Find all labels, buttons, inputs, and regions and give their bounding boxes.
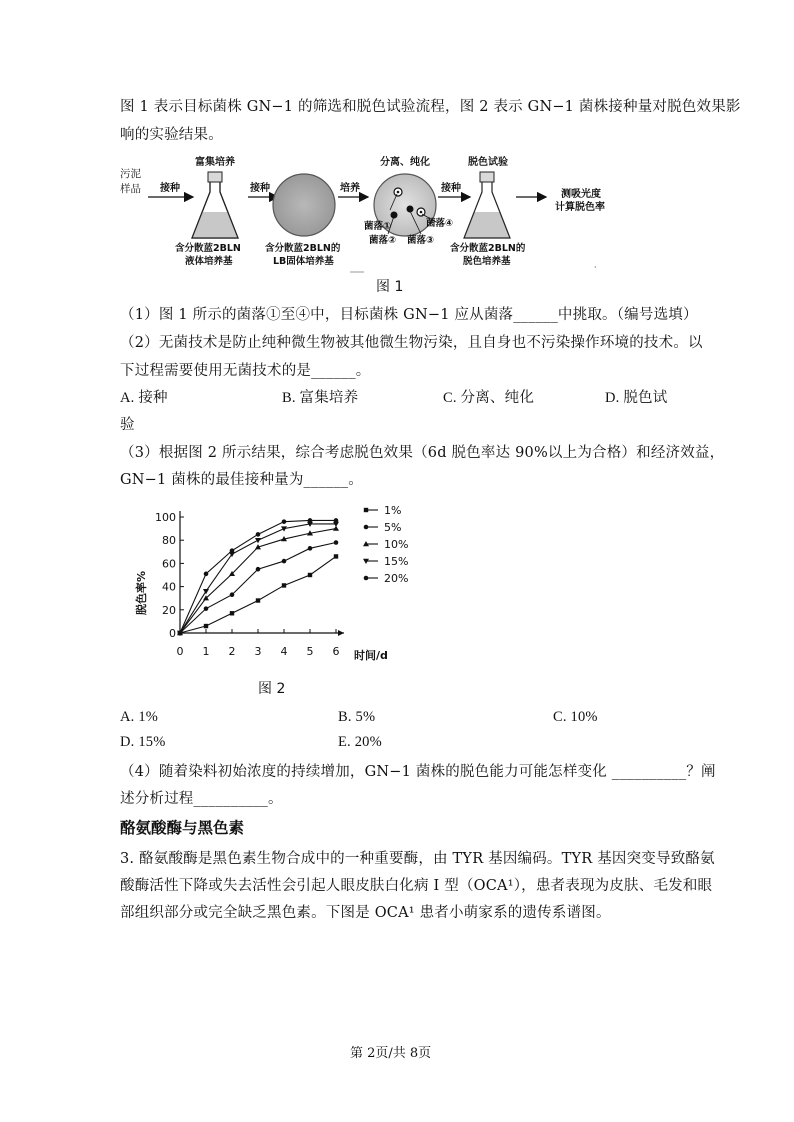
x-tick-label: 0 <box>176 645 184 658</box>
colony-4-label: 菌落④ <box>426 218 454 229</box>
y-tick-label: 0 <box>169 627 176 640</box>
x-tick-label: 4 <box>280 645 288 658</box>
data-point <box>204 606 209 611</box>
colony-1-label: 菌落① <box>364 221 392 232</box>
question-2-line-2: 下过程需要使用无菌技术的是______。 <box>120 363 371 379</box>
arrow-4-label: 接种 <box>441 183 461 194</box>
figure-2-chart <box>128 498 458 703</box>
series-line-5% <box>180 543 336 633</box>
data-point <box>230 611 234 615</box>
question-1: （1）图 1 所示的菌落①至④中，目标菌株 GN−1 应从菌落______中挑取。（编号选填） <box>120 307 698 323</box>
result-label-2: 计算脱色率 <box>555 202 605 213</box>
question-3-line-1: （3）根据图 2 所示结果，综合考虑脱色效果（6d 脱色率达 90%以上为合格）和经济效益， <box>120 445 725 461</box>
x-tick-label: 5 <box>306 645 314 658</box>
data-point <box>204 624 208 628</box>
y-tick-label: 80 <box>162 534 176 548</box>
data-point <box>256 532 261 537</box>
flask-2-bottom-label-1: 含分散蓝2BLN的 <box>450 243 526 254</box>
flask-2 <box>464 172 510 238</box>
plate-1-bottom-label-2: LB固体培养基 <box>273 256 334 267</box>
y-tick-label: 100 <box>155 511 176 524</box>
question-4-line-1: （4）随着染料初始浓度的持续增加，GN−1 菌株的脱色能力可能怎样变化 __________？阐 <box>120 764 716 780</box>
sample-label-2: 样品 <box>120 183 141 195</box>
data-point <box>308 546 313 551</box>
question-5-line-2: 酸酶活性下降或失去活性会引起人眼皮肤白化病 I 型（OCA¹），患者表现为皮肤、毛发和眼 <box>120 878 713 894</box>
legend-marker <box>364 576 369 581</box>
data-point <box>308 518 313 523</box>
data-point <box>255 538 261 543</box>
legend-label: 5% <box>384 521 402 534</box>
result-label-1: 测吸光度 <box>561 189 601 200</box>
question-5-line-3: 部组织部分或完全缺乏黑色素。下图是 OCA¹ 患者小萌家系的遗传系谱图。 <box>120 905 611 921</box>
figure-1-caption: 图 1 <box>376 279 404 295</box>
q3-option-d: D. 15% <box>120 734 166 750</box>
q3-option-e: E. 20% <box>338 734 382 750</box>
colony-3-label: 菌落③ <box>407 235 435 246</box>
intro-line-2: 响的实验结果。 <box>120 127 223 143</box>
q3-option-a: A. 1% <box>120 709 159 725</box>
data-point <box>334 554 338 558</box>
y-tick-label: 60 <box>162 557 176 571</box>
q2-option-c: C. 分离、纯化 <box>443 390 535 406</box>
svg-text:·: · <box>594 263 597 272</box>
y-tick-label: 20 <box>162 603 176 617</box>
figure-1-flow-diagram <box>118 150 678 302</box>
data-point <box>308 573 312 577</box>
question-4-line-2: 述分析过程__________。 <box>120 791 283 807</box>
plate-2-top-label: 分离、纯化 <box>380 157 430 168</box>
data-point <box>334 540 339 545</box>
data-point <box>256 598 260 602</box>
page-footer: 第 2页/共 8页 <box>350 1046 432 1061</box>
flask-1-bottom-label-2: 液体培养基 <box>185 256 233 267</box>
legend-label: 10% <box>384 538 409 551</box>
legend-marker <box>364 508 368 512</box>
series-line-20% <box>180 520 336 633</box>
x-tick-label: 2 <box>228 645 236 658</box>
data-point <box>203 589 209 594</box>
question-2-line-1: （2）无菌技术是防止纯种微生物被其他微生物污染，且自身也不污染操作环境的技术。以 <box>120 335 703 351</box>
x-tick-label: 1 <box>202 645 210 658</box>
legend-label: 20% <box>384 572 409 585</box>
data-point <box>282 559 287 564</box>
flask-2-top-label: 脱色试验 <box>468 157 508 168</box>
sample-label-1: 污泥 <box>120 168 141 180</box>
q2-option-d-wrap: 验 <box>120 417 135 433</box>
question-3-line-2: GN−1 菌株的最佳接种量为______。 <box>120 472 363 488</box>
data-point <box>334 518 339 523</box>
data-point <box>230 592 235 597</box>
y-tick-label: 40 <box>162 580 176 594</box>
legend-marker <box>364 525 369 530</box>
q3-option-c: C. 10% <box>553 709 598 725</box>
flask-1-bottom-label-1: 含分散蓝2BLN <box>175 243 241 254</box>
data-point <box>204 572 209 577</box>
arrow-3-label: 培养 <box>340 183 360 194</box>
x-tick-label: 3 <box>254 645 262 658</box>
arrow-1-label: 接种 <box>160 183 180 194</box>
data-point <box>178 631 183 636</box>
plate-1-bottom-label-1: 含分散蓝2BLN的 <box>265 243 341 254</box>
x-axis-arrow <box>338 630 344 636</box>
data-point <box>282 519 287 524</box>
arrow-2-label: 接种 <box>250 183 270 194</box>
q2-option-a: A. 接种 <box>120 390 168 406</box>
legend-label: 15% <box>384 555 409 568</box>
data-point <box>230 548 235 553</box>
colony-2-label: 菌落② <box>369 235 397 246</box>
q2-option-b: B. 富集培养 <box>282 390 359 406</box>
data-point <box>256 567 261 572</box>
q3-option-b: B. 5% <box>338 709 376 725</box>
figure-2-caption: 图 2 <box>258 681 286 697</box>
intro-line-1: 图 1 表示目标菌株 GN−1 的筛选和脱色试验流程，图 2 表示 GN−1 菌株接种量对脱色效果影 <box>120 99 741 115</box>
section-title: 酪氨酸酶与黑色素 <box>120 818 245 837</box>
x-axis-label: 时间/d <box>354 649 388 662</box>
q2-option-d: D. 脱色试 <box>605 390 668 406</box>
flask-2-bottom-label-2: 脱色培养基 <box>463 256 511 267</box>
question-5-line-1: 3. 酪氨酸酶是黑色素生物合成中的一种重要酶，由 TYR 基因编码。TYR 基因突变导致酪氨 <box>120 851 715 867</box>
legend-label: 1% <box>384 504 402 517</box>
data-point <box>282 583 286 587</box>
flask-1 <box>192 172 238 238</box>
x-tick-label: 6 <box>332 645 340 658</box>
lb-solid-plate <box>273 174 335 236</box>
y-axis-label: 脱色率% <box>135 570 148 616</box>
flask-1-top-label: 富集培养 <box>195 157 235 168</box>
